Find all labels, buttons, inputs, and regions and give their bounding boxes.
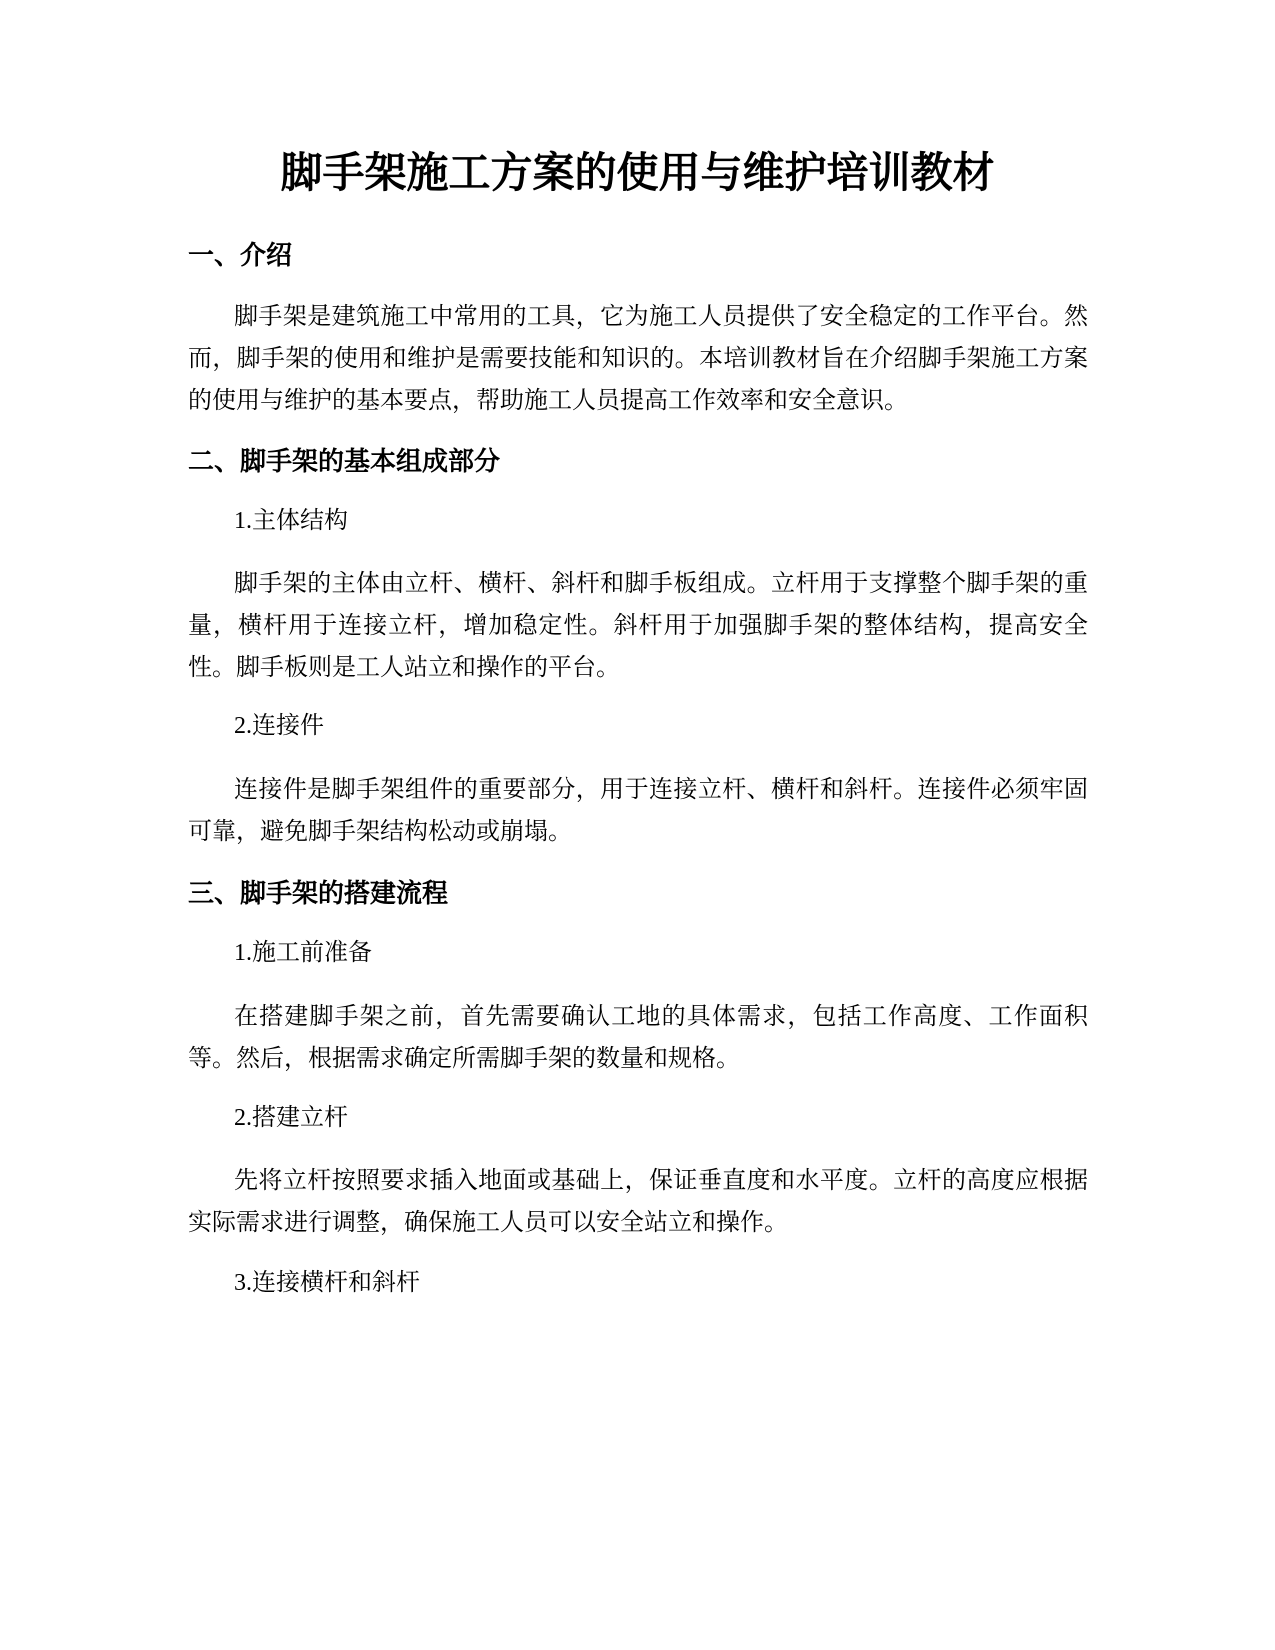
section-heading-components: 二、脚手架的基本组成部分 (188, 446, 501, 476)
subheading-erect-poles: 2.搭建立杆 (234, 1105, 348, 1131)
section-heading-process: 三、脚手架的搭建流程 (188, 878, 449, 908)
preparation-paragraph: 在搭建脚手架之前，首先需要确认工地的具体需求，包括工作高度、工作面积等。然后，根据需求确定所需脚手架的数量和规格。 (188, 1004, 1088, 1072)
section-heading-introduction: 一、介绍 (188, 240, 293, 270)
erect-poles-paragraph: 先将立杆按照要求插入地面或基础上，保证垂直度和水平度。立杆的高度应根据实际需求进行调整，确保施工人员可以安全站立和操作。 (188, 1168, 1088, 1236)
subheading-connect-bars: 3.连接横杆和斜杆 (234, 1270, 420, 1296)
main-structure-paragraph: 脚手架的主体由立杆、横杆、斜杆和脚手板组成。立杆用于支撑整个脚手架的重量，横杆用于连接立杆，增加稳定性。斜杆用于加强脚手架的整体结构，提高安全性。脚手板则是工人站立和操作的平台。 (188, 571, 1088, 681)
document-title: 脚手架施工方案的使用与维护培训教材 (280, 149, 995, 196)
connectors-paragraph: 连接件是脚手架组件的重要部分，用于连接立杆、横杆和斜杆。连接件必须牢固可靠，避免脚手架结构松动或崩塌。 (188, 777, 1088, 845)
subheading-main-structure: 1.主体结构 (234, 508, 348, 534)
intro-paragraph: 脚手架是建筑施工中常用的工具，它为施工人员提供了安全稳定的工作平台。然而，脚手架的使用和维护是需要技能和知识的。本培训教材旨在介绍脚手架施工方案的使用与维护的基本要点，帮助施工人员提高工作效率和安全意识。 (188, 304, 1088, 414)
subheading-preparation: 1.施工前准备 (234, 940, 372, 966)
subheading-connectors: 2.连接件 (234, 713, 324, 739)
